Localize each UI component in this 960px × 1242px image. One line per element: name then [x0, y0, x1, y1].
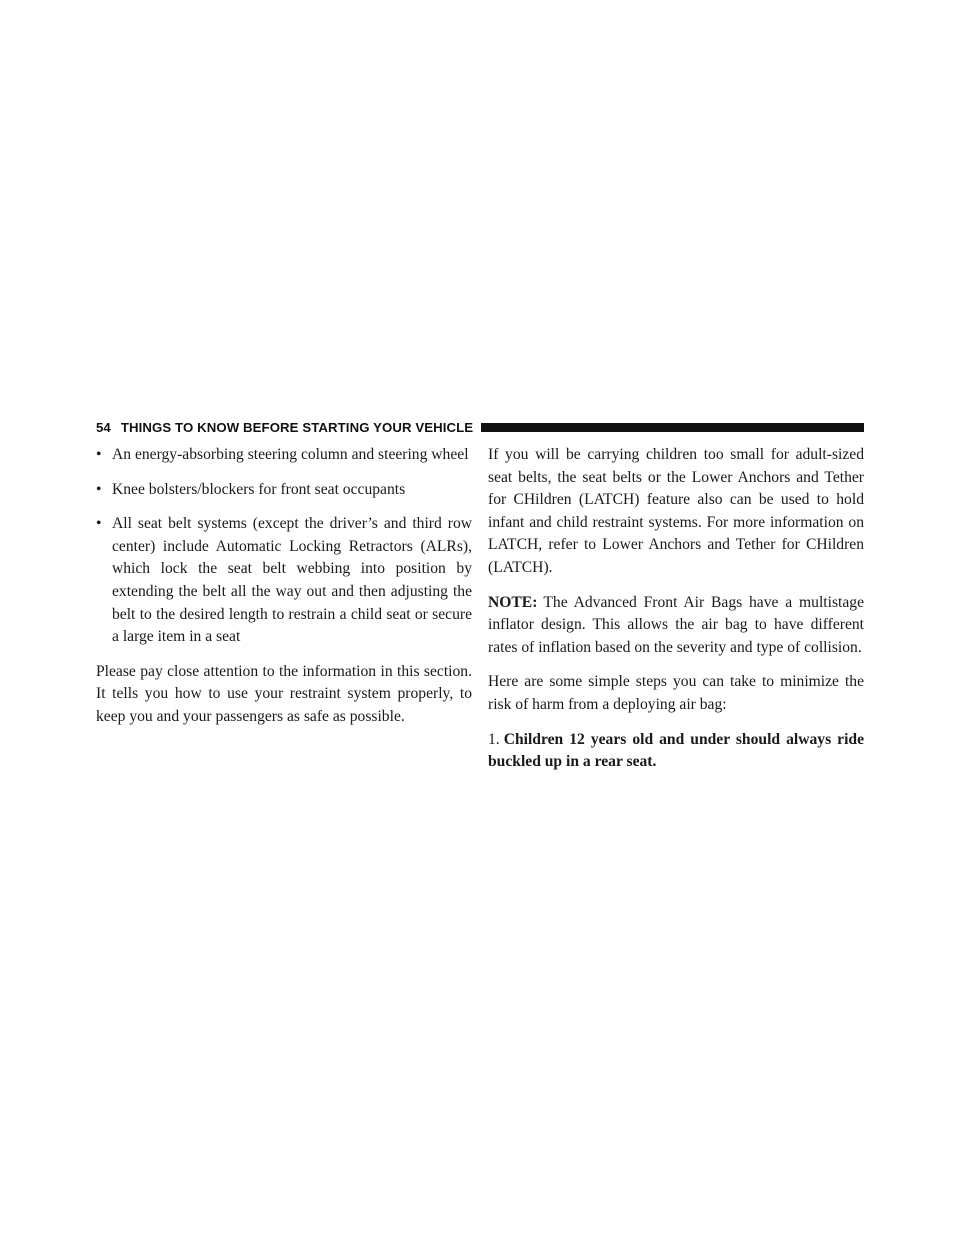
bullet-item [96, 479, 472, 502]
bullet-icon: • [96, 446, 102, 463]
page-number: 54 [96, 419, 111, 435]
page-header [96, 416, 864, 438]
bullet-icon: • [96, 480, 102, 498]
attention-paragraph: Please pay close attention to the information in this section. It tells you how to use your restraint system properly, to keep you and your passengers as safe as possible. [96, 662, 472, 725]
header-text [96, 420, 473, 435]
note-text: The Advanced Front Air Bags have a multistage inflator design. This allows the air bag to have different rates of inflation based on the severity and type of collision. [488, 593, 864, 656]
step-number: 1. [488, 730, 500, 748]
step-item [488, 729, 864, 774]
step-text: Children 12 years old and under should always ride buckled up in a rear seat. [488, 730, 864, 771]
bullet-item [96, 444, 472, 467]
bullet-text: Knee bolsters/blockers for front seat occupants [112, 480, 406, 498]
left-column [96, 444, 472, 741]
note-label: NOTE: [488, 593, 538, 611]
steps-intro-paragraph: Here are some simple steps you can take to minimize the risk of harm from a deploying air bag: [488, 673, 864, 713]
right-column [488, 444, 864, 786]
note-paragraph [488, 592, 864, 660]
bullet-icon: • [96, 515, 102, 533]
header-rule [481, 423, 864, 432]
latch-paragraph: If you will be carrying children too small for adult-sized seat belts, the seat belts or the Lower Anchors and Tether for CHildren (LATCH) feature also can be used to hold infant and child restraint systems. For more information on LATCH, refer to Lower Anchors and Tether for CHildren (LATCH). [488, 446, 864, 576]
bullet-text: An energy-absorbing steering column and steering wheel [112, 446, 469, 463]
section-title: THINGS TO KNOW BEFORE STARTING YOUR VEHICLE [120, 419, 474, 435]
bullet-item [96, 513, 472, 649]
bullet-text: All seat belt systems (except the driver’s and third row center) include Automatic Locking Retractors (ALRs), which lock the seat belt webbing into position by extending the belt all the way out and then adjusting the belt to the desired length to restrain a child seat or secure a large item in a seat [112, 515, 472, 646]
